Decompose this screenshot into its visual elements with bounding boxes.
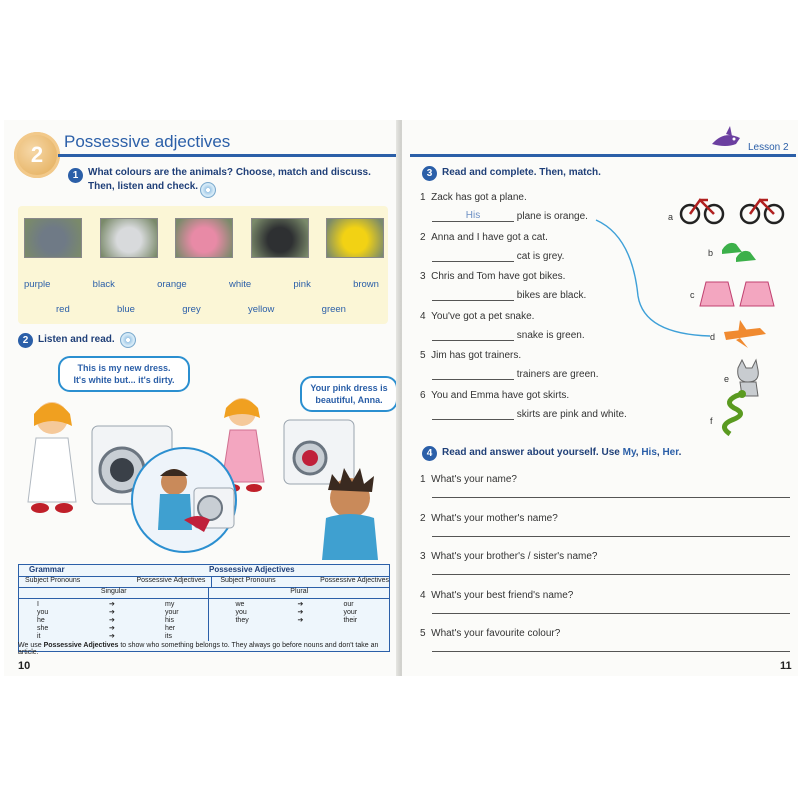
plural-label: Plural [290,588,309,595]
answer-blank[interactable] [432,329,514,341]
yellow-fish-photo [326,218,384,258]
answer-line[interactable] [432,497,790,498]
grammar-number-headers [19,588,389,599]
grammar-box [18,564,390,652]
exercise-4-instruction: Read and answer about yourself. Use My, His, Her. [442,447,682,458]
exercise-1-number: 1 [68,168,83,183]
exercise-3-number: 3 [422,166,437,181]
header-rule [410,154,796,157]
grammar-row: she ➔ her [37,625,176,632]
match-letter-d: d [710,332,716,342]
grammar-row: we ➔ our [235,601,354,608]
left-page [4,120,398,676]
col-possessive-plural: Possessive Adjectives [320,577,389,584]
shark-mascot-icon [710,124,744,154]
exercise-4-questions [420,474,790,667]
skirts-icon [700,282,774,306]
exercise-3-item: 3 Chris and Tom have got bikes. bikes are black. [420,271,587,301]
grammar-label: Grammar [29,565,65,574]
answer-line[interactable] [432,574,790,575]
answer-blank[interactable] [432,408,514,420]
exercise-3-item: 1 Zack has got a plane. His plane is orange. [420,192,588,222]
cd-icon[interactable] [120,332,136,348]
question-row: 1 What's your name? [420,474,790,513]
boy-circle-inset [132,448,236,552]
answer-line[interactable] [432,613,790,614]
col-subject-plural: Subject Pronouns [220,577,276,584]
colour-word[interactable]: white [228,279,252,290]
plural-rows [209,599,389,641]
exercise-3-item: 5 Jim has got trainers. trainers are green. [420,350,599,380]
grammar-row: they ➔ their [235,617,358,624]
black-cat-photo [251,218,309,258]
colour-word[interactable]: black [92,279,115,290]
colour-word[interactable]: orange [157,279,187,290]
colour-word[interactable]: purple [24,279,51,290]
question-row: 5 What's your favourite colour? [420,628,790,667]
grammar-heading: Possessive Adjectives [209,565,295,574]
answer-blank[interactable]: His [432,210,514,222]
right-page [402,120,798,676]
match-letter-e: e [724,374,730,384]
bubble-line: This is my new dress. [77,363,171,373]
answer-blank[interactable] [432,368,514,380]
col-subject-singular: Subject Pronouns [25,577,81,584]
page-number-right: 11 [780,660,792,672]
plane-icon [724,320,766,348]
trainers-icon [722,243,756,262]
bubble-line: beautiful, Anna. [315,395,383,405]
elephant-photo [24,218,82,258]
colour-word[interactable]: red [56,304,70,315]
unit-badge [14,132,60,178]
page-title: Possessive adjectives [64,132,231,151]
exercise-2-instruction: Listen and read. [38,334,115,345]
cd-icon[interactable] [200,182,216,198]
grammar-column-headers [19,577,389,588]
exercise-4-number: 4 [422,446,437,461]
boy-right [322,468,378,560]
grammar-row: he ➔ his [37,617,174,624]
answer-blank[interactable] [432,250,514,262]
page-number-left: 10 [18,660,31,672]
match-letter-c: c [690,290,695,300]
colour-words-top [24,279,379,290]
exercise-1-line2: Then, listen and check. [88,181,199,192]
grammar-row: you ➔ your [37,609,179,616]
match-letter-a: a [668,212,674,222]
snake-icon [724,390,746,434]
flamingo-photo [175,218,233,258]
answer-line[interactable] [432,651,790,652]
grammar-body [19,599,389,641]
match-letter-f: f [710,416,713,426]
open-book [4,120,798,676]
grammar-header [19,565,389,577]
answer-line[interactable] [432,536,790,537]
colour-word[interactable]: brown [353,279,379,290]
bikes-icon [681,200,783,223]
exercise-3-item: 2 Anna and I have got a cat. cat is grey. [420,231,565,262]
grammar-row: I ➔ my [37,601,175,608]
bubble-line: Your pink dress is [310,383,388,393]
exercise-1-line1: What colours are the animals? Choose, match and discuss. [88,167,371,178]
grammar-row: you ➔ your [235,609,358,616]
unit-number: 2 [30,142,44,167]
question-row: 2 What's your mother's name? [420,513,790,552]
exercise-3-item: 6 You and Emma have got skirts. skirts are pink and white. [420,389,627,420]
girl-left [28,402,76,513]
singular-label: Singular [19,588,209,598]
bubble-line: It's white but... it's dirty. [73,375,175,385]
colour-word[interactable]: blue [117,304,135,315]
match-letter-b: b [708,248,714,258]
col-possessive-singular: Possessive Adjectives [115,577,212,587]
exercise-3-instruction: Read and complete. Then, match. [442,167,601,178]
cartoon-illustration [14,390,394,560]
question-row: 3 What's your brother's / sister's name? [420,551,790,590]
question-row: 4 What's your best friend's name? [420,590,790,629]
animal-photos [24,218,384,258]
exercise-3-item: 4 You've got a pet snake. snake is green. [420,310,585,341]
singular-rows [19,599,209,641]
title-rule [58,154,398,157]
grammar-row: it ➔ its [37,633,172,640]
lesson-label: Lesson 2 [748,142,789,153]
colour-word[interactable]: pink [293,279,311,290]
colour-word[interactable]: yellow [247,304,275,315]
answer-blank[interactable] [432,289,514,301]
polar-bear-photo [100,218,158,258]
colour-words-bottom [56,304,346,315]
grammar-note: We use Possessive Adjectives to show who something belongs to. They always go before nouns and don't take an article. [18,642,379,656]
exercise-2-number: 2 [18,333,33,348]
exercise-1-instruction [88,166,388,194]
colour-word[interactable]: grey [182,304,201,315]
speech-bubble-anna [58,356,190,392]
matching-pictures [678,182,796,442]
colour-word[interactable]: green [321,304,346,315]
